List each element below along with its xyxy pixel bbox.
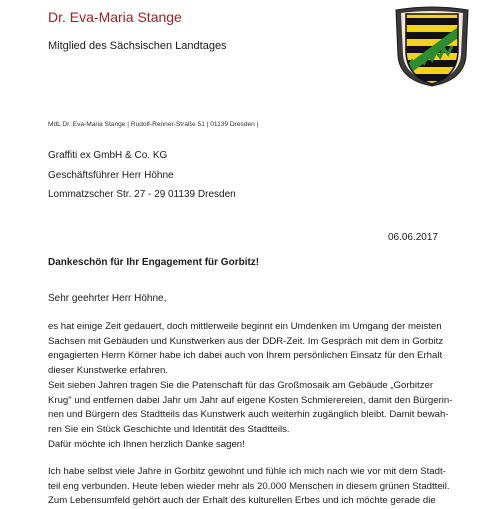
return-address-line: MdL Dr. Eva-Maria Stange | Rudolf-Renner-Straße 51 | 01139 Dresden | <box>48 121 259 128</box>
recipient-address: Lommatzscher Str. 27 - 29 01139 Dresden <box>48 189 236 200</box>
body-line: nen und Bürgern des Stadtteils das Kunstwerk auch weiterhin zugänglich bleibt. Damit bewah- <box>48 409 449 420</box>
body-line: Seit sieben Jahren tragen Sie die Patenschaft für das Großmosaik am Gebäude „Gorbitzer <box>48 380 434 391</box>
sender-name: Dr. Eva-Maria Stange <box>48 9 182 25</box>
body-paragraph-2 <box>48 379 468 437</box>
recipient-company: Graffiti ex GmbH & Co. KG <box>48 150 168 161</box>
body-line: Zum Lebensumfeld gehört auch der Erhalt des kulturellen Erbes und ich möchte gerade die <box>48 495 436 506</box>
body-line: dieser Kunstwerke erfahren. <box>48 364 168 376</box>
body-paragraph-1 <box>48 320 468 378</box>
letter-subject: Dankeschön für Ihr Engagement für Gorbitz! <box>48 257 260 268</box>
body-paragraph-3 <box>48 438 468 453</box>
body-paragraph-4 <box>48 465 468 509</box>
body-line: Ich habe selbst viele Jahre in Gorbitz gewohnt und fühle ich mich nach wie vor mit dem Stadt- <box>48 466 446 477</box>
letter-date: 06.06.2017 <box>387 232 438 243</box>
body-line: teil eng verbunden. Heute leben wieder mehr als 20.000 Menschen in diesem grünen Stadtteil. <box>48 480 450 492</box>
body-line: es hat einige Zeit gedauert, doch mittlerweile beginnt ein Umdenken im Umgang der meisten <box>48 321 442 332</box>
sender-title: Mitglied des Sächsischen Landtages <box>48 40 227 52</box>
body-line: engagierten Herrn Körner habe ich dabei auch von Ihrem persönlichen Einsatz für den Erhalt <box>48 350 443 361</box>
body-line: Dafür möchte ich Ihnen herzlich Danke sagen! <box>48 439 245 450</box>
body-line: Krug" und entfernen dabei Jahr um Jahr auf eigene Kosten Schmierereien, damit den Bürgerin- <box>48 394 453 406</box>
body-line: Sachsen mit Gebäuden und Kunstwerken aus der DDR-Zeit. Im Gespräch mit dem in Gorbitz <box>48 335 444 347</box>
salutation: Sehr geehrter Herr Höhne, <box>48 293 167 304</box>
recipient-contact: Geschäftsführer Herr Höhne <box>48 170 174 181</box>
coat-of-arms-icon <box>392 6 472 88</box>
body-line: ren Sie ein Stück Geschichte und Identität des Stadtteils. <box>48 423 290 435</box>
